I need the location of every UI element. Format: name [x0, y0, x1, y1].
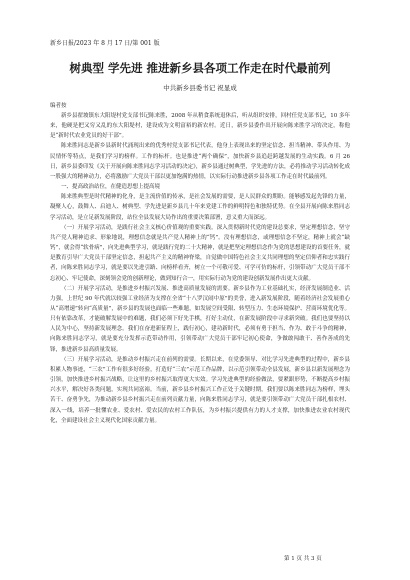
- author-byline: 中共新乡县委书记 祝显成: [163, 84, 237, 92]
- body-paragraph: （一）开展学习活动，是践行社会主义核心价值观的重要实践。深入贯彻新时代党的建设总要求，坚定理想信念，坚守共产党人精神追求、形象地说，理想信念就是共产党人精神上的“钙”。没有理想信念，或理想信念不坚定，精神上就会“缺钙”，就会得“软骨病”，向先进典型学习，就是践行党的二十大精神，就是把坚定理想信念作为党的思想建设的首要任务，就是教育引导广大党员干部坚定信念，担起共产主义的精神脊梁，自觉做中国特色社会主义共同理想的坚定信仰者和忠实践行者，向陈来胜同志学习，就是要以先进引路、向榜样看齐，树立一个可敬可爱、可学可仿的标杆，引领带动广大党员干部不忘初心、牢记使命，深刻领会党的创新理论，做到知行合一，用实际行动为党的建设创新发展作出更大贡献。: [50, 224, 350, 282]
- article-page: [50, 40, 350, 426]
- body-paragraph: （三）开展学习活动，是推动乡村振兴走在前列的需要。长期以来，在党委领导、对比学习先进典型的过程中，新乡县积累人物事迹，“三农”工作有很多好经验，打造好“三农”示范工作品牌，以示范引领带动全县发展，新乡县以新发展理念为引领，加快推进乡村振兴战略，让这里的乡村振兴取得更大实效。学习先进典型的经验做法，要紧跟形势，不断提高乡村振兴水平，解决好各类问题，实现共同富裕。当前，新乡县乡村振兴工作正处于关键时期，我们要以陈来胜同志为榜样，埋头苦干、奋勇争先，为推动新乡县乡村振兴走在前列贡献力量，向陈来胜同志学习，就是要引领带动广大党员干部扎根农村、深入一线，培养一批懂农业、爱农村、爱农民的农村工作队伍，为乡村振兴提供有力的人才支撑，加快推进农业农村现代化，全面建设社会主义现代化国家贡献力量。: [50, 356, 350, 424]
- editor-note-label: 编者按: [50, 103, 67, 109]
- body-paragraph: （二）开展学习活动，是推进乡村振兴发展、推进高质量发展的需要。新乡县作为工业基础扎实，经济发展制造业、活力强，上世纪 90 年代就以较强工业经济为支撑在全省“十八罗汉闹中原”的美誉，进入新发展阶段，随着经济社会发展重心从“高增速”转向“高质量”，新乡县的发展也面临一些难题，如发展空间受限、转型压力、生态环境保护、营商环境优化等。只有依靠改革，才能破解发展中的难题，我们必须下好先手棋，打好主动仗，在新发展阶段中寻求新突破。我们也要坚持以人民为中心，坚持新发展理念。我们在奋进新征程上，践行初心，建功新时代，必须有勇于担当、作为、敢于斗争的精神，向陈来胜同志学习，就是要充分发挥示范带动作用，引领带动广大党员干部牢记初心使命，争做敢闯敢干、善作善成的先锋，推进新乡县高质量发展。: [50, 285, 350, 353]
- intro-paragraph: 陈来胜同志是新乡县新时代涌现出来的优秀村党支部书记代表，他身上表现出来的坚定信念、担当精神、带头作用、为民情怀等特点，是我们学习的榜样。工作的标杆。也是推进“两个确保”，加快新乡县追赶跨越发展的生动实践。6 月 26 日，新乡县委印发《关于开展向陈来胜同志学习活动的决定》，新乡县通过树典型，学先进的方法，必将推动学习活动转化成一股强大的精神动力，必将激励广大党员干部以更加饱满的热情，以实际行动推进新乡县各项工作走在时代最前列。: [50, 143, 350, 180]
- newspaper-masthead: 新乡日报/2023 年 8 月 17 日/第 001 版: [50, 40, 160, 47]
- article-title: 树典型 学先进 推进新乡县各项工作走在时代最前列: [69, 61, 331, 75]
- page-number: 第 1 页 共 3 页: [284, 556, 322, 562]
- section-heading: 一、提高政治站位，在健造思想上提高境: [61, 184, 161, 191]
- body-paragraph: 陈来胜典型是时代精神的化身，是主流价值的传承，是社会发展的需要，是人民群众的期盼。能够感发起先锋的力量，凝聚人心，鼓舞人、启迪人、树典型、学先进是新乡县几十年来党建工作的鲜明特色和独特优势。在全县开展向陈来胜同志学习活动，是立足新发展阶段，站位全县发展大局作出的重要决策部署，意义重大而深远。: [50, 194, 350, 221]
- intro-paragraph: 新乡县翟坡镇东大阳堤村党支部书记陈来胜，2008 年从稍食系统退休后，听从组织安排，回村任党支部书记，10 多年来，他硬是把又穷又乱的东大阳堤村，建设成为文明富裕的新农村。近日，新乡县委作出开展向陈来胜学习的决定，称他是“新时代农业党员的好干部”。: [50, 113, 350, 140]
